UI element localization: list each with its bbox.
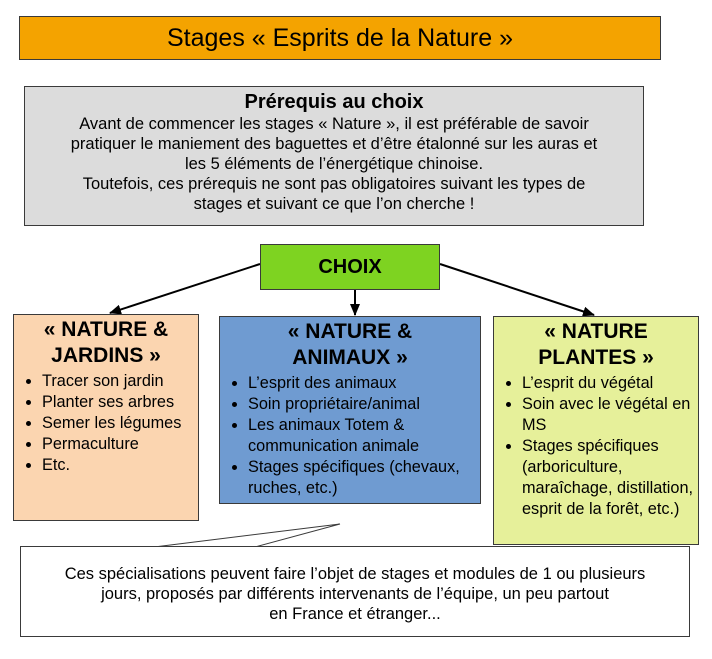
nature-jardins-list [14,371,198,476]
list-item: • Stages spécifiques (arboriculture, maraîchage, distillation, esprit de la forêt, etc.) [522,436,698,520]
prerequisites-line: pratiquer le maniement des baguettes et d’être étalonné sur les auras et [70,135,598,153]
choix-node [260,244,440,290]
prerequisites-line: stages et suivant ce que l’on cherche ! [193,195,475,213]
title-line: « NATURE [544,320,648,343]
nature-animaux-list [220,373,480,499]
nature-plantes-title [494,319,698,371]
choix-label: CHOIX [318,255,382,278]
list-item: • Les animaux Totem & communication animale [248,415,480,457]
footer-line: jours, proposés par différents intervenants de l’équipe, un peu partout [101,585,609,603]
prerequisites-text [25,114,643,214]
list-item: • L’esprit des animaux [248,373,480,394]
prerequisites-title: Prérequis au choix [244,91,424,113]
list-item: • Tracer son jardin [42,371,198,392]
list-item: • Soin avec le végétal en MS [522,394,698,436]
list-item: • Permaculture [42,434,198,455]
nature-animaux-title [220,319,480,371]
list-item: • L’esprit du végétal [522,373,698,394]
title-line: PLANTES » [538,346,654,369]
list-item: • Semer les légumes [42,413,198,434]
footer-line: Ces spécialisations peuvent faire l’objet de stages et modules de 1 ou plusieurs [64,565,646,583]
nature-animaux-box [219,316,481,504]
nature-plantes-box [493,316,699,545]
prerequisites-line: Toutefois, ces prérequis ne sont pas obligatoires suivant les types de [82,175,586,193]
arrow-to-jardins [110,264,260,313]
prerequisites-line: les 5 éléments de l’énergétique chinoise. [184,155,484,173]
arrow-to-plantes [440,264,594,315]
title-line: « NATURE & [43,318,169,341]
prerequisites-line: Avant de commencer les stages « Nature », il est préférable de savoir [79,115,589,133]
list-item: • Soin propriétaire/animal [248,394,480,415]
nature-jardins-box [13,314,199,521]
title-line: « NATURE & [287,320,413,343]
page-title-banner [19,16,661,60]
list-item: • Stages spécifiques (chevaux, ruches, etc.) [248,457,480,499]
footer-line: en France et étranger... [269,605,441,623]
nature-jardins-title [14,317,198,369]
title-line: ANIMAUX » [292,346,408,369]
prerequisites-box [24,86,644,226]
nature-plantes-list [494,373,698,520]
list-item: • Planter ses arbres [42,392,198,413]
title-line: JARDINS » [51,344,161,367]
list-item: • Etc. [42,455,198,476]
footer-callout [20,546,690,637]
page-title: Stages « Esprits de la Nature » [166,23,514,52]
